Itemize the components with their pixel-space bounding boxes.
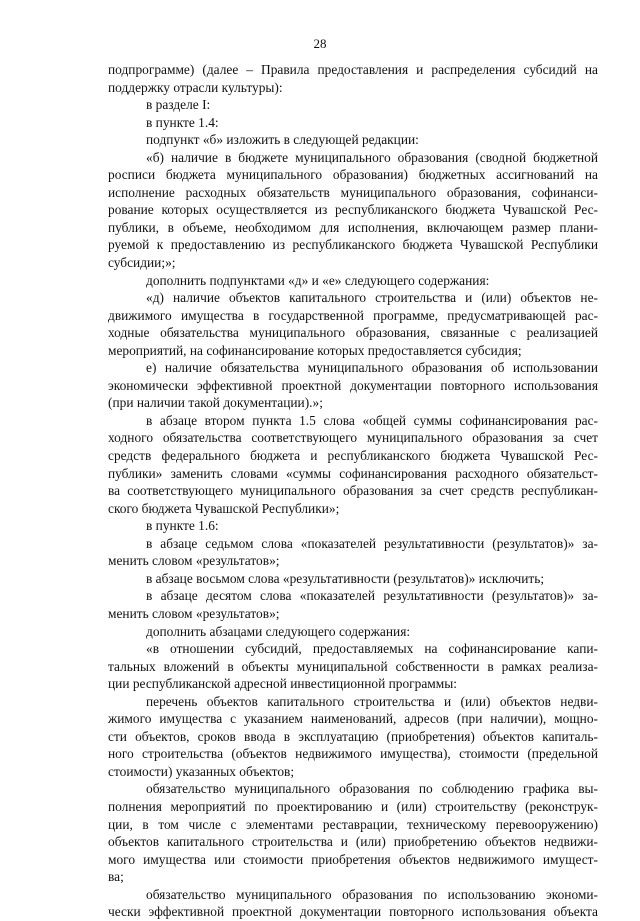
text-line: стоимости) указанных объектов; — [108, 763, 295, 779]
text-line: обязательство муниципального образования по соблюдению графика вы- — [146, 781, 598, 797]
text-line: ва соответствующего муниципального образования за счет средств республикан- — [108, 483, 598, 499]
text-line: ва; — [108, 869, 124, 885]
text-line: менить словом «результатов»; — [108, 553, 280, 569]
text-line: ного строительства (объектов недвижимого имущества), стоимости (предельной — [108, 746, 598, 762]
document-body — [108, 61, 598, 921]
text-line: ского бюджета Чувашской Республики»; — [108, 500, 340, 516]
text-line: дополнить абзацами следующего содержания: — [146, 623, 411, 639]
text-line: субсидии;»; — [108, 255, 176, 271]
text-line: в абзаце десятом слова «показателей результативности (результатов)» за- — [146, 588, 598, 604]
text-line: объектов капитального строительства и (или) приобретению объектов недвижи- — [108, 834, 598, 850]
text-line: е) наличие обязательства муниципального образования об использовании — [146, 360, 598, 376]
text-line: средств федерального бюджета и республиканского бюджета Чувашской Рес- — [108, 448, 598, 464]
text-line: исполнение расходных обязательств муниципального образования, софинанси- — [108, 184, 598, 200]
text-line: ходные обязательства муниципального образования, связанные с реализацией — [108, 325, 598, 341]
text-line: публики» заменить словами «суммы софинансирования расходного обязательст- — [108, 465, 598, 481]
text-line: дополнить подпунктами «д» и «е» следующего содержания: — [146, 272, 490, 288]
text-line: в разделе I: — [146, 97, 211, 113]
text-line: ции республиканской адресной инвестиционной программы: — [108, 676, 457, 692]
text-line: движимого имущества в государственной программе, предусматривающей рас- — [108, 307, 598, 323]
text-line: подпрограмме) (далее – Правила предоставления и распределения субсидий на — [108, 62, 598, 77]
text-line: мероприятий, на софинансирование которых предоставляется субсидия; — [108, 342, 522, 358]
text-line: «д) наличие объектов капитального строительства и (или) объектов не- — [146, 290, 598, 306]
text-line: в абзаце восьмом слова «результативности (результатов)» исключить; — [146, 570, 545, 586]
text-line: экономически эффективной проектной документации повторного использования — [108, 377, 598, 393]
text-line: в абзаце втором пункта 1.5 слова «общей суммы софинансирования рас- — [146, 412, 598, 428]
text-line: в пункте 1.4: — [146, 114, 219, 130]
text-line: жимого имущества с указанием наименований, адресов (при наличии), мощно- — [108, 711, 598, 727]
text-line: тальных вложений в объекты муниципальной собственности в рамках реализа- — [108, 658, 598, 674]
text-line: обязательство муниципального образования по использованию экономи- — [146, 886, 598, 902]
page-number: 28 — [313, 36, 327, 51]
text-line: руемой к предоставлению из республиканского бюджета Чувашской Республики — [108, 237, 598, 253]
text-line: (при наличии такой документации).»; — [108, 395, 323, 411]
text-line: чески эффективной проектной документации повторного использования объекта — [108, 904, 598, 920]
text-line: поддержку отрасли культуры): — [108, 79, 283, 95]
text-line: в пункте 1.6: — [146, 518, 219, 534]
text-line: перечень объектов капитального строительства и (или) объектов недви- — [146, 693, 598, 709]
text-line: ходного обязательства соответствующего муниципального образования за счет — [108, 430, 598, 446]
text-line: полнения мероприятий по проектированию и (или) строительству (реконструк- — [108, 798, 598, 814]
text-line: мого имущества или стоимости приобретения объектов недвижимого имущест- — [108, 851, 598, 867]
text-line: «б) наличие в бюджете муниципального образования (сводной бюджетной — [146, 149, 598, 165]
text-line: «в отношении субсидий, предоставляемых на софинансирование капи- — [146, 641, 598, 657]
text-line: рование которых осуществляется из республиканского бюджета Чувашской Рес- — [108, 202, 598, 218]
text-line: в абзаце седьмом слова «показателей результативности (результатов)» за- — [146, 535, 598, 551]
text-line: менить словом «результатов»; — [108, 605, 280, 621]
text-line: ции, в том числе с элементами реставрации, техническому перевооружению) — [108, 816, 598, 832]
text-line: сти объектов, сроков ввода в эксплуатацию (приобретения) объектов капиталь- — [108, 728, 598, 744]
text-line: подпункт «б» изложить в следующей редакции: — [146, 132, 419, 148]
text-line: публики, в объеме, необходимом для исполнения, включающем размер плани- — [108, 219, 598, 235]
text-line: росписи бюджета муниципального образования) бюджетных ассигнований на — [108, 167, 598, 183]
